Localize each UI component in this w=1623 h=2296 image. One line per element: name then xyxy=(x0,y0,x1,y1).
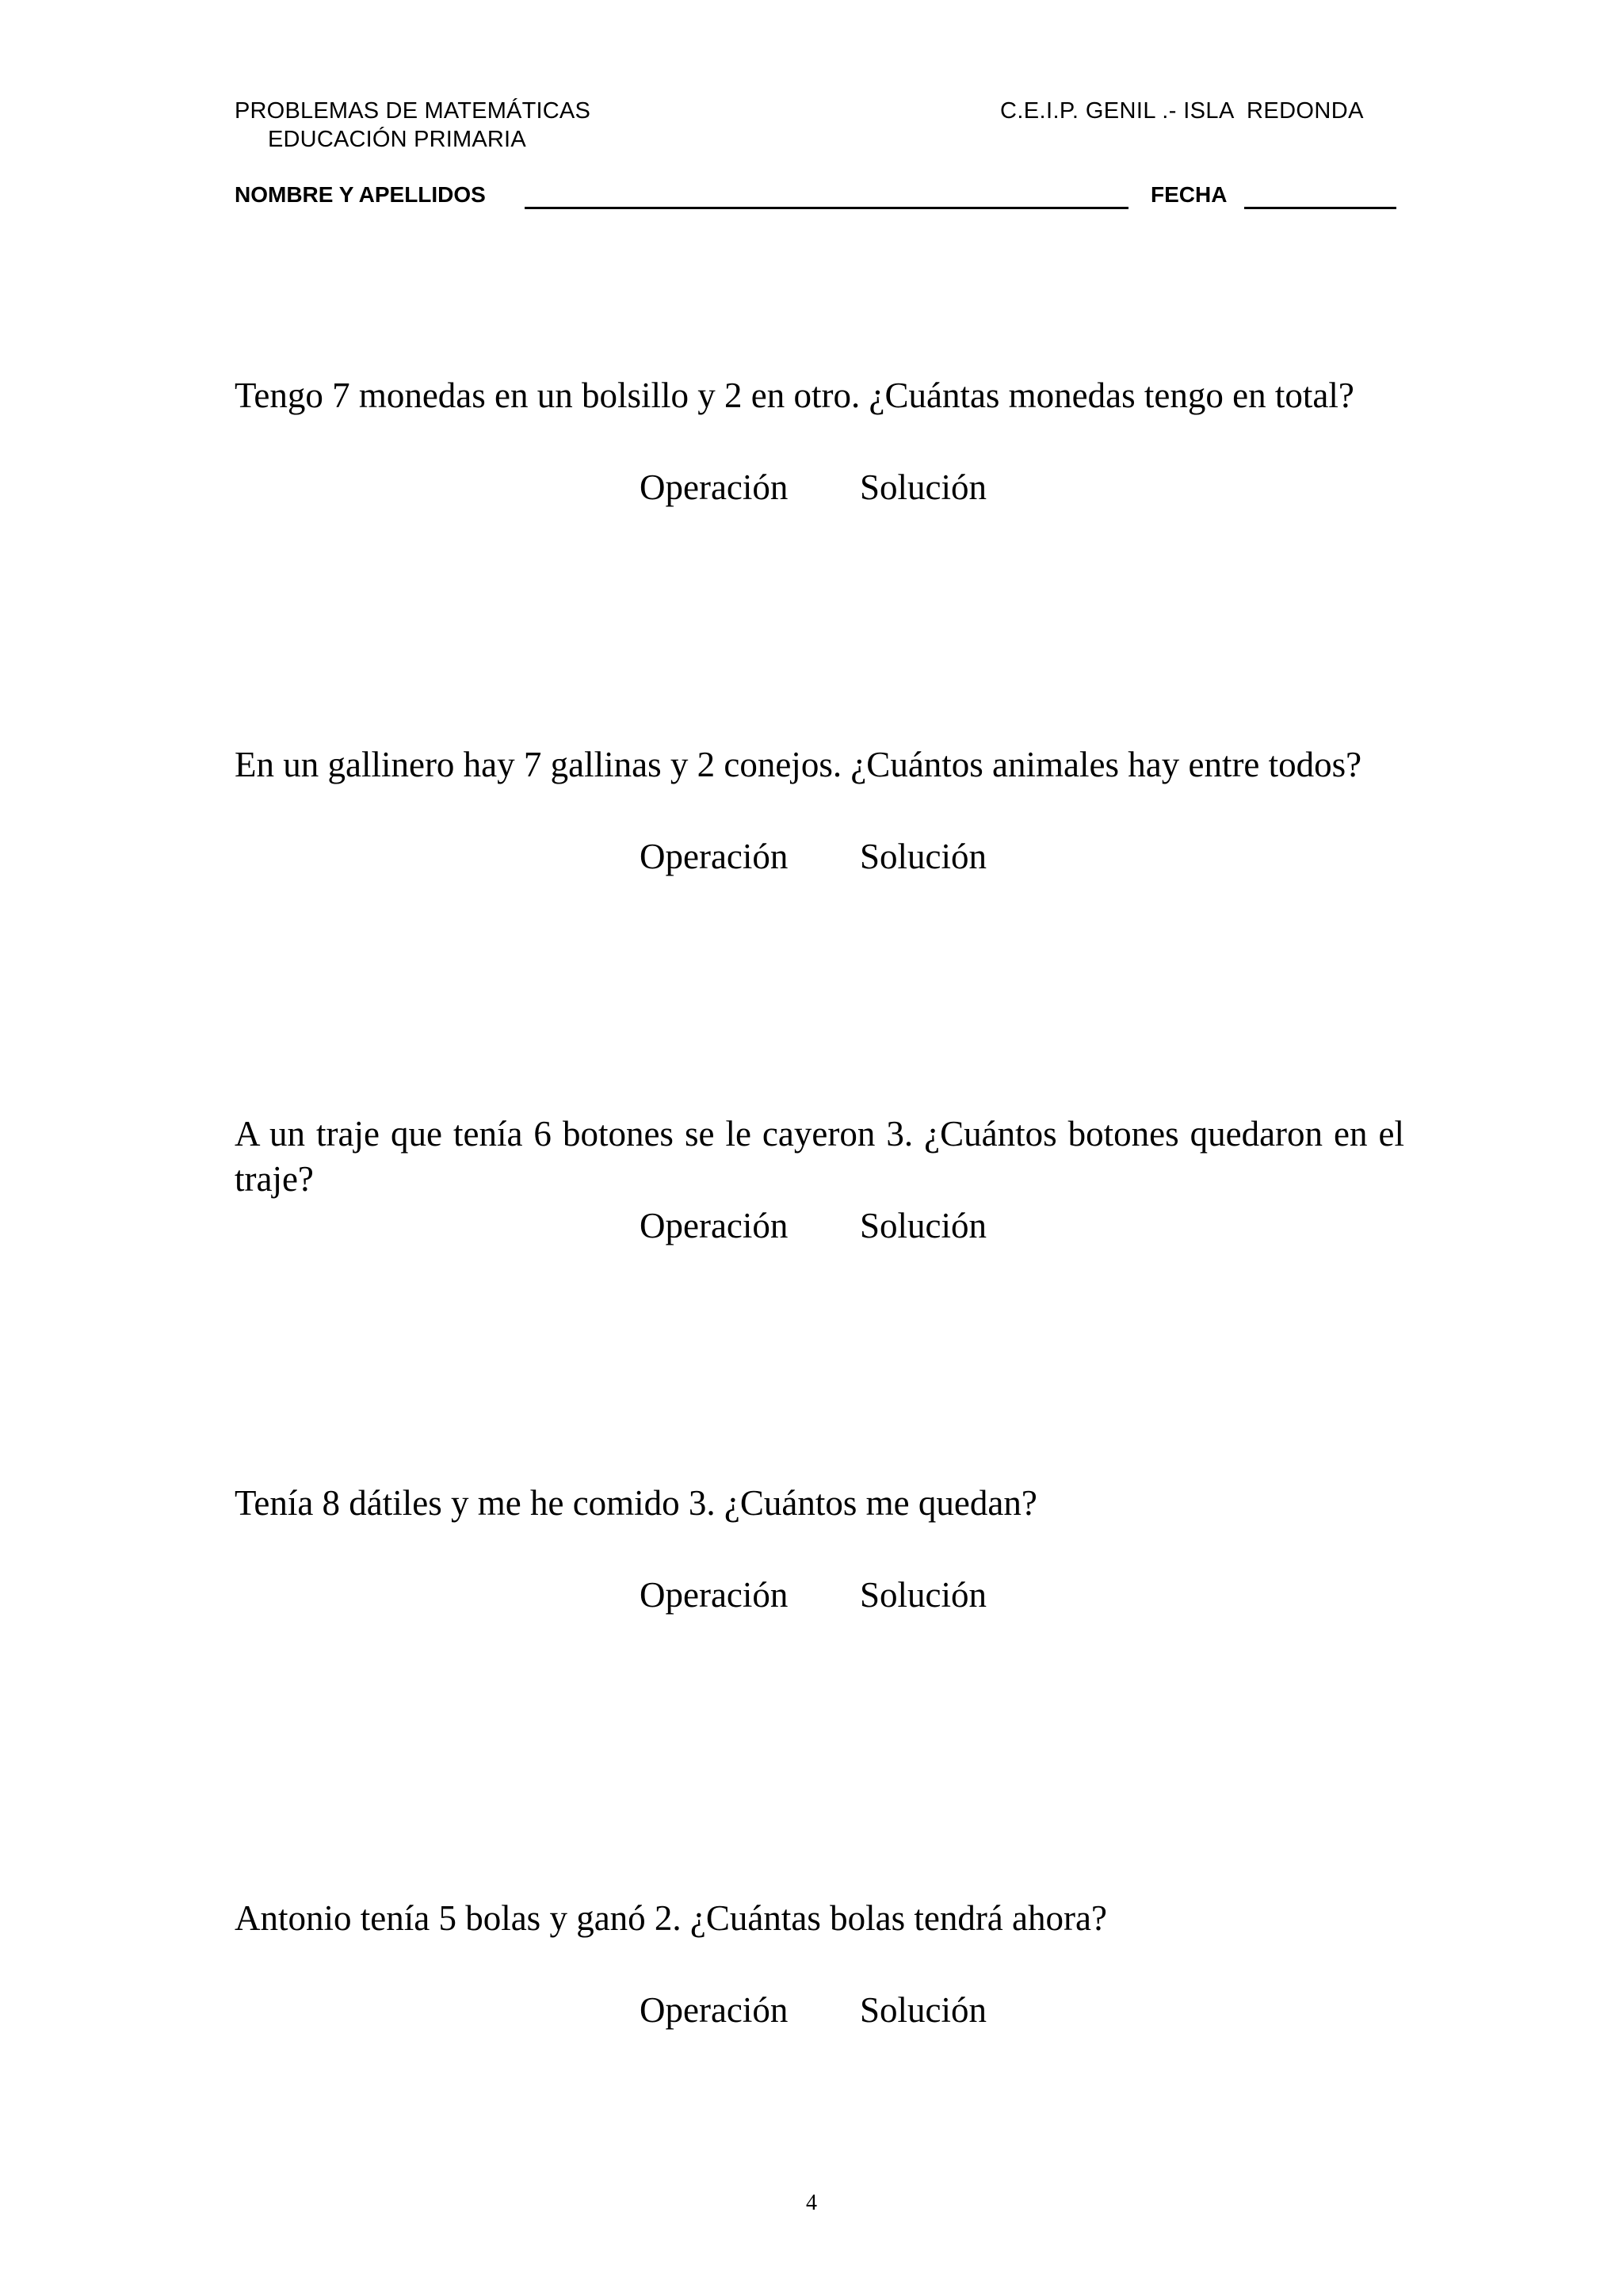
school-name: C.E.I.P. GENIL .- ISLA REDONDA xyxy=(1000,98,1364,124)
problem-text: En un gallinero hay 7 gallinas y 2 conejos. ¿Cuántos animales hay entre todos? xyxy=(235,745,1362,784)
date-label: FECHA xyxy=(1151,182,1228,207)
page-number: 4 xyxy=(806,2191,817,2215)
name-label: NOMBRE Y APELLIDOS xyxy=(235,182,486,207)
problem-text: Tengo 7 monedas en un bolsillo y 2 en otro. ¿Cuántas monedas tengo en total? xyxy=(235,376,1354,415)
worksheet-title xyxy=(235,97,590,154)
solution-label: Solución xyxy=(860,1990,987,2030)
answer-row xyxy=(640,1988,987,2033)
solution-label: Solución xyxy=(860,1206,987,1245)
answer-row xyxy=(640,465,987,510)
student-info-row xyxy=(235,182,1400,214)
worksheet-level: EDUCACIÓN PRIMARIA xyxy=(268,127,526,152)
problem-text: Tenía 8 dátiles y me he comido 3. ¿Cuántos me quedan? xyxy=(235,1483,1037,1523)
solution-label: Solución xyxy=(860,1575,987,1615)
operation-label: Operación xyxy=(640,1990,789,2030)
name-field[interactable] xyxy=(525,207,1128,209)
answer-row xyxy=(640,1573,987,1618)
operation-label: Operación xyxy=(640,1206,789,1245)
date-field[interactable] xyxy=(1244,207,1396,209)
operation-label: Operación xyxy=(640,467,789,507)
problem-text: A un traje que tenía 6 botones se le cayeron 3. ¿Cuántos botones quedaron en el traje? xyxy=(235,1114,1404,1199)
worksheet-subject: PROBLEMAS DE MATEMÁTICAS xyxy=(235,98,591,124)
operation-label: Operación xyxy=(640,1575,789,1615)
solution-label: Solución xyxy=(860,837,987,876)
answer-row xyxy=(640,1203,987,1249)
operation-label: Operación xyxy=(640,837,789,876)
problem-text: Antonio tenía 5 bolas y ganó 2. ¿Cuántas bolas tendrá ahora? xyxy=(235,1898,1107,1938)
solution-label: Solución xyxy=(860,467,987,507)
answer-row xyxy=(640,834,987,879)
